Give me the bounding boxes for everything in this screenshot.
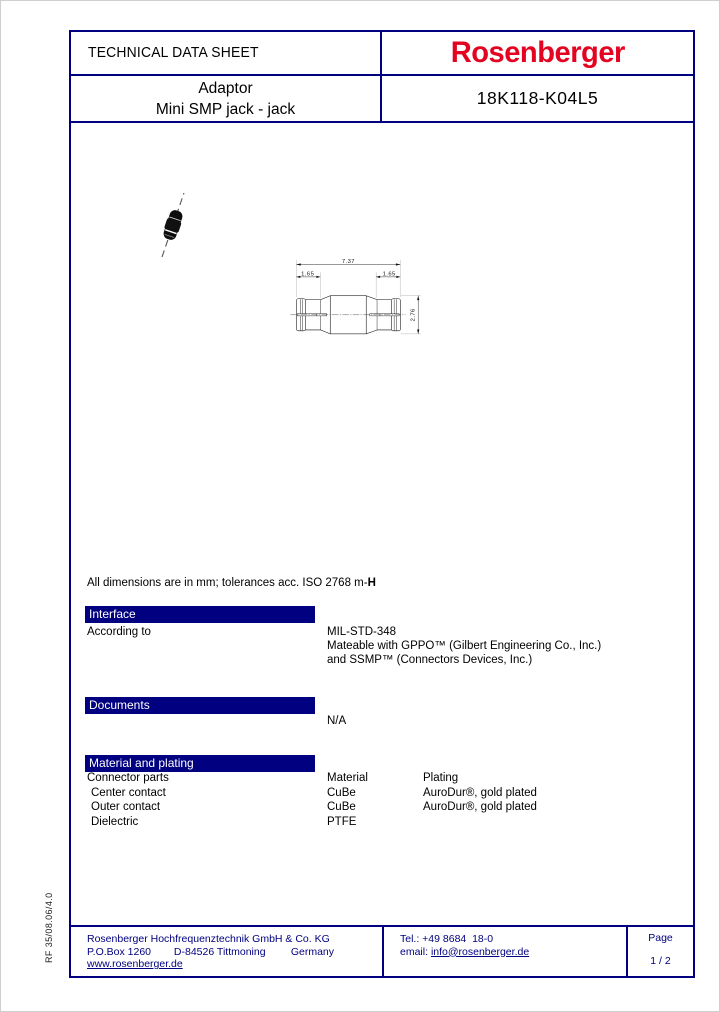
- footer-contact-cell: [382, 927, 626, 976]
- brand-cell: [380, 32, 693, 74]
- po-box: P.O.Box 1260: [87, 945, 152, 958]
- interface-section-header: [85, 606, 315, 623]
- company-name: Rosenberger Hochfrequenztechnik GmbH & Co. KG: [87, 933, 330, 945]
- documents-value: N/A: [327, 715, 347, 727]
- part-plating: AuroDur®, gold plated: [423, 787, 537, 799]
- city: D-84526 Tittmoning: [173, 945, 266, 958]
- part-material: CuBe: [327, 787, 356, 799]
- col-connector-parts: Connector parts: [87, 772, 169, 784]
- page-label: Page: [648, 932, 673, 944]
- col-plating: Plating: [423, 772, 459, 784]
- footer-table: [69, 925, 695, 978]
- interface-section-title: Interface: [89, 607, 136, 621]
- isometric-view: [140, 188, 210, 266]
- interface-value-line: Mateable with GPPO™ (Gilbert Engineering Co., Inc.): [327, 640, 602, 652]
- part-number-cell: [380, 74, 693, 121]
- product-type: Adaptor: [198, 79, 253, 97]
- website-link[interactable]: www.rosenberger.de: [87, 958, 183, 970]
- product-interface: Mini SMP jack - jack: [155, 100, 296, 118]
- dim-diameter: 2.76: [410, 308, 417, 322]
- footer-company-cell: [71, 927, 382, 976]
- dim-overall-length: 7.37: [341, 259, 356, 266]
- material-section-title: Material and plating: [89, 756, 194, 770]
- dimension-note-bold: H: [367, 577, 376, 589]
- technical-drawing: [235, 255, 575, 450]
- material-section-header: [85, 755, 315, 772]
- page-number: 1 / 2: [650, 954, 671, 967]
- part-name: Outer contact: [91, 801, 161, 813]
- dim-left-interface: 1.65: [301, 271, 315, 278]
- sheet-title-cell: [71, 32, 380, 74]
- documents-section-header: [85, 697, 315, 714]
- header-table: [69, 30, 695, 123]
- part-name: Dielectric: [91, 816, 139, 828]
- email-label: email:: [400, 945, 429, 958]
- according-to-label: According to: [87, 626, 151, 638]
- form-code-vertical: RF 35/08.06/4.0: [44, 892, 54, 963]
- part-material: CuBe: [327, 801, 356, 813]
- documents-section-title: Documents: [89, 698, 150, 712]
- sheet-title: TECHNICAL DATA SHEET: [88, 45, 259, 61]
- company-address: [87, 946, 382, 959]
- interface-value-line: and SSMP™ (Connectors Devices, Inc.): [327, 654, 533, 666]
- dimension-note-text: All dimensions are in mm; tolerances acc. ISO 2768 m-: [87, 577, 368, 589]
- part-plating: AuroDur®, gold plated: [423, 801, 537, 813]
- iso-connector-body: [161, 208, 185, 241]
- dim-right-interface: 1.65: [382, 271, 396, 278]
- product-cell: [71, 74, 380, 121]
- part-material: PTFE: [327, 816, 357, 828]
- footer-page-cell: [626, 927, 693, 976]
- col-material: Material: [327, 772, 368, 784]
- part-number: 18K118-K04L5: [476, 88, 599, 108]
- part-name: Center contact: [91, 787, 166, 799]
- interface-values: [327, 625, 601, 667]
- rosenberger-logo: Rosenberger: [450, 36, 625, 69]
- extension-lines: [296, 260, 420, 334]
- interface-value-line: MIL-STD-348: [327, 626, 397, 638]
- phone-number: Tel.: +49 8684 18-0: [400, 933, 494, 945]
- dimension-note: [87, 577, 376, 589]
- country: Germany: [290, 945, 335, 958]
- dimension-lines: [296, 263, 419, 333]
- email-link[interactable]: info@rosenberger.de: [430, 945, 530, 958]
